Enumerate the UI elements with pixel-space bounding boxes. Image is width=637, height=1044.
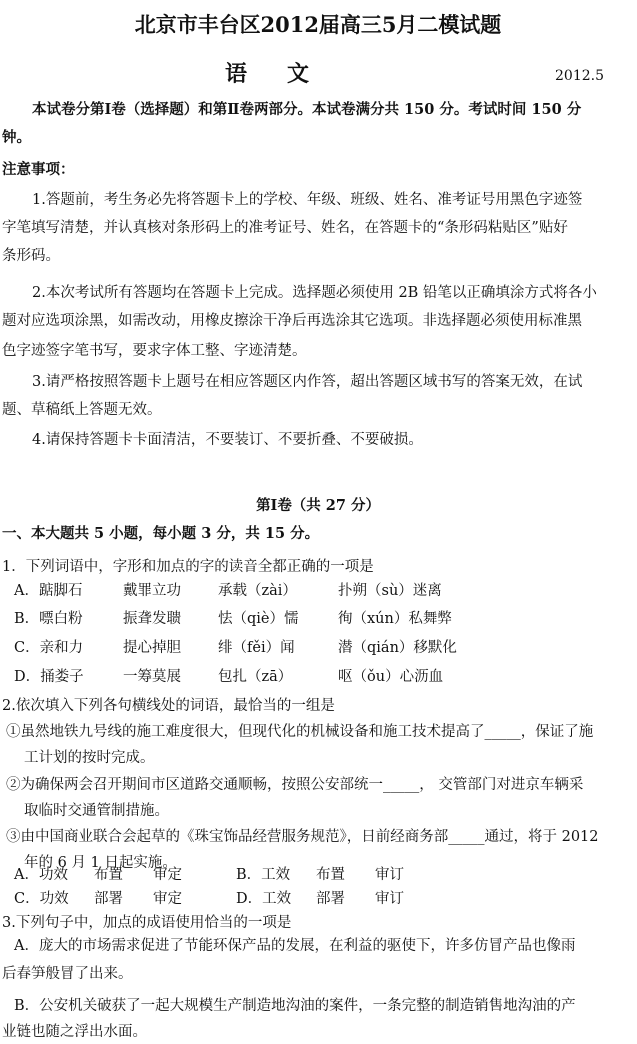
option-cell: A．功效	[14, 867, 68, 883]
exam-date: 2012.5	[555, 68, 604, 84]
q2-line: 年的 6 月 1 日起实施。	[24, 855, 177, 871]
option-cell: 审订	[375, 891, 404, 907]
notice-line: 2.本次考试所有答题均在答题卡上完成。选择题必须使用 2B 铅笔以正确填涂方式将各小	[32, 285, 597, 301]
notice-line: 3.请严格按照答题卡上题号在相应答题区内作答，超出答题区域书写的答案无效，在试	[32, 374, 583, 390]
option-cell: 怯（qiè）懦	[218, 611, 299, 627]
notice-line: 题对应选项涂黑，如需改动，用橡皮擦涂干净后再选涂其它选项。非选择题必须使用标准黑	[2, 313, 582, 329]
subject-heading: 语文	[225, 61, 350, 87]
option-cell: 承载（zài）	[218, 583, 297, 599]
notice-line: 条形码。	[2, 248, 60, 264]
option-cell: B．工效	[236, 867, 291, 883]
option-cell: 部署	[316, 891, 345, 907]
q2-stem: 2.依次填入下列各句横线处的词语，最恰当的一组是	[2, 698, 335, 714]
option-cell: 徇（xún）私舞弊	[338, 611, 452, 627]
option-cell: B．嘌白粉	[14, 611, 83, 627]
notice-line: 字笔填写清楚，并认真核对条形码上的准考证号、姓名，在答题卡的“条形码粘贴区”贴好	[2, 220, 568, 236]
q2-line: ①虽然地铁九号线的施工难度很大，但现代化的机械设备和施工技术提高了_____，保证了施	[6, 724, 594, 740]
part-heading: 一、本大题共 5 小题，每小题 3 分，共 15 分。	[2, 525, 320, 542]
q2-line: ②为确保两会召开期间市区道路交通顺畅，按照公安部统一_____， 交管部门对进京车辆采	[6, 777, 584, 793]
option-cell: 呕（ǒu）心沥血	[338, 669, 444, 685]
q3-stem: 3.下列句子中，加点的成语使用恰当的一项是	[2, 915, 292, 931]
option-cell: 审定	[153, 867, 182, 883]
option-cell: 戴罪立功	[123, 583, 181, 599]
option-cell: 扑朔（sù）迷离	[338, 583, 442, 599]
q2-line: ③由中国商业联合会起草的《珠宝饰品经营服务规范》，日前经商务部_____通过，将于 2012	[6, 829, 599, 845]
section-heading: 第Ⅰ卷（共 27 分）	[256, 497, 380, 514]
option-cell: 潜（qián）移默化	[338, 640, 457, 656]
option-cell: 布置	[94, 867, 123, 883]
intro-line-2: 钟。	[2, 129, 31, 146]
exam-title: 北京市丰台区2012届高三5月二模试题	[134, 12, 502, 37]
option-cell: 提心掉胆	[123, 640, 181, 656]
notice-line: 色字迹签字笔书写，要求字体工整、字迹清楚。	[2, 343, 307, 359]
option-cell: 审定	[153, 891, 182, 907]
option-cell: 审订	[375, 867, 404, 883]
notice-line: 4.请保持答题卡卡面清洁，不要装订、不要折叠、不要破损。	[32, 432, 423, 448]
q1-stem: 1．下列词语中，字形和加点的字的读音全都正确的一项是	[2, 559, 374, 575]
q2-line: 取临时交通管制措施。	[24, 803, 169, 819]
option-cell: 振聋发聩	[123, 611, 181, 627]
option-cell: 布置	[316, 867, 345, 883]
option-cell: 部署	[94, 891, 123, 907]
q2-line: 工计划的按时完成。	[24, 750, 155, 766]
option-cell: 绯（fěi）闻	[218, 640, 295, 656]
q3-line: A．庞大的市场需求促进了节能环保产品的发展，在利益的驱使下，许多仿冒产品也像雨	[14, 938, 576, 954]
q3-line: 后春笋般冒了出来。	[2, 966, 133, 982]
option-cell: D．捅娄子	[14, 669, 84, 685]
option-cell: 一筹莫展	[123, 669, 181, 685]
q3-line: B．公安机关破获了一起大规模生产制造地沟油的案件，一条完整的制造销售地沟油的产	[14, 998, 576, 1014]
option-cell: C．亲和力	[14, 640, 84, 656]
option-cell: C．功效	[14, 891, 69, 907]
intro-line-1: 本试卷分第Ⅰ卷（选择题）和第Ⅱ卷两部分。本试卷满分共 150 分。考试时间 150 分	[32, 101, 582, 118]
q3-line: 业链也随之浮出水面。	[2, 1024, 147, 1040]
notice-line: 1.答题前，考生务必先将答题卡上的学校、年级、班级、姓名、准考证号用黑色字迹签	[32, 192, 583, 208]
notice-line: 题、草稿纸上答题无效。	[2, 402, 162, 418]
option-cell: A．踮脚石	[14, 583, 83, 599]
option-cell: D．工效	[236, 891, 292, 907]
notice-heading: 注意事项：	[2, 161, 75, 178]
option-cell: 包扎（zā）	[218, 669, 293, 685]
